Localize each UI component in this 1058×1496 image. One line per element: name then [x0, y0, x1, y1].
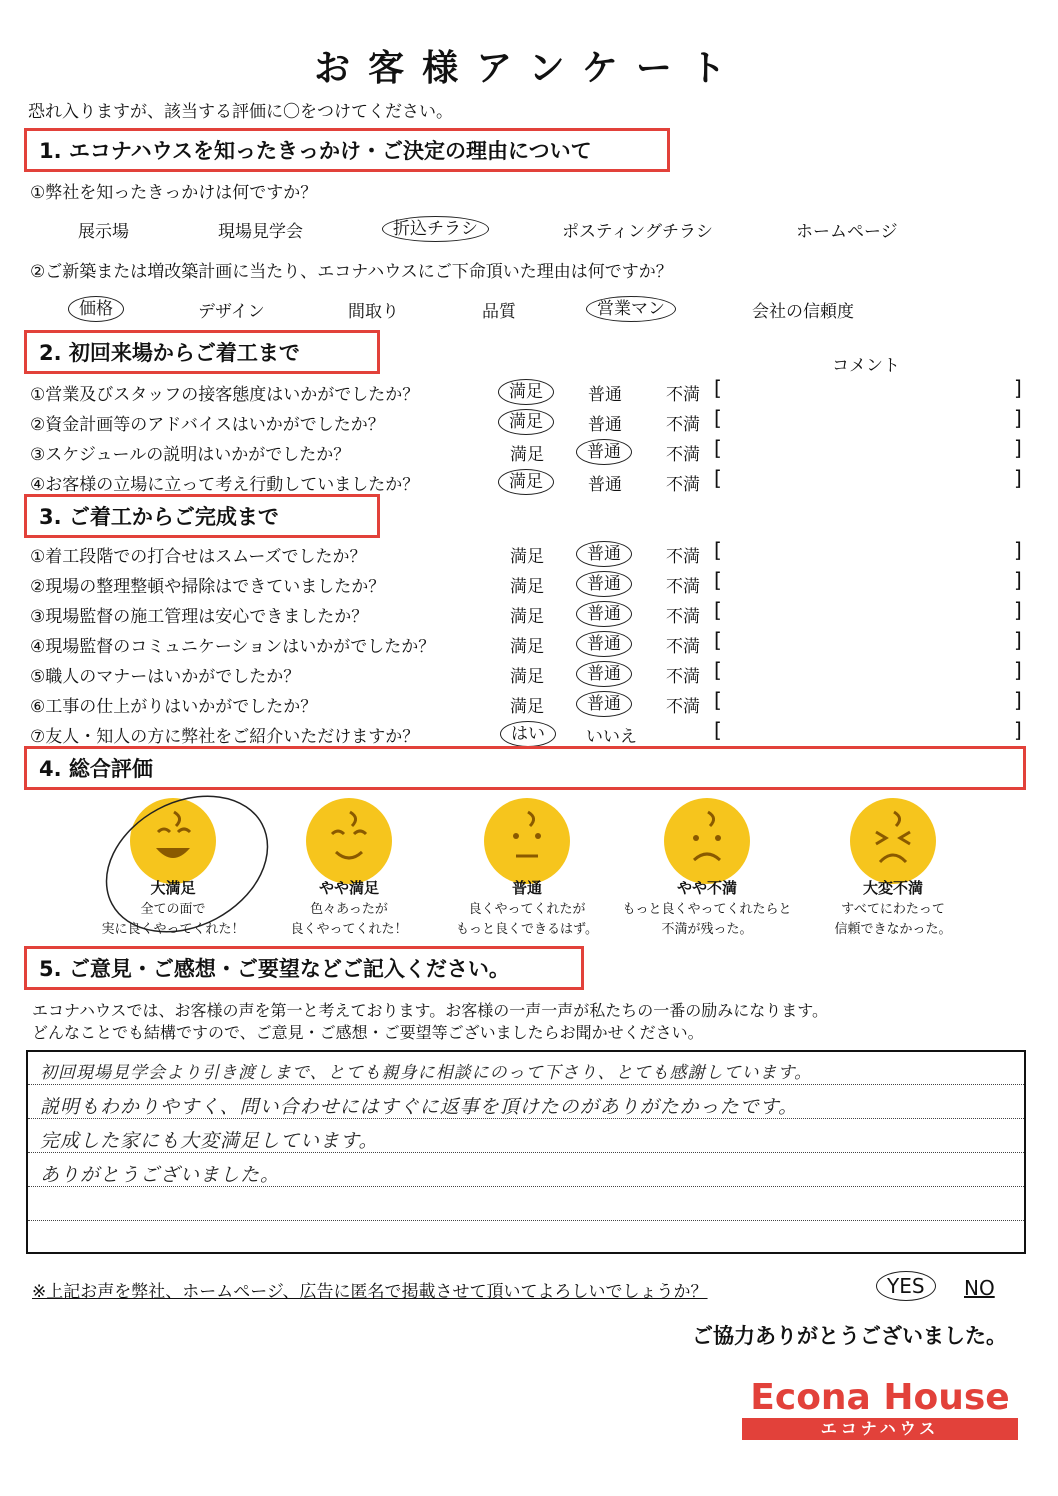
s1-question-1: ①弊社を知ったきっかけは何ですか？ — [30, 183, 318, 203]
s2-rating-normal[interactable]: 普通 — [588, 415, 622, 435]
s2-rating-bad[interactable]: 不満 — [666, 445, 700, 465]
s3-rating-bad[interactable]: 不満 — [666, 607, 700, 627]
s3-question: ③現場監督の施工管理は安心できましたか？ — [30, 607, 369, 627]
face-desc: 実に良くやってくれた！ — [101, 922, 245, 937]
face-label: やや不満 — [676, 879, 737, 897]
s3-rating-bad[interactable]: 不満 — [666, 547, 700, 567]
consent-question: ※上記お声を弊社、ホームページ、広告に匿名で掲載させて頂いてよろしいでしょうか？ — [32, 1282, 708, 1302]
face-label: 普通 — [511, 879, 542, 897]
comment-bracket-right: ] — [1014, 436, 1022, 460]
face-desc: 信頼できなかった。 — [834, 922, 952, 937]
face-very-dissatisfied-icon[interactable] — [850, 798, 936, 884]
comment-bracket-left: [ — [714, 598, 722, 622]
comment-bracket-left: [ — [714, 568, 722, 592]
comment-bracket-left: [ — [714, 376, 722, 400]
logo-ja: エコナハウス — [742, 1418, 1018, 1440]
s2-rating-good-selected[interactable]: 満足 — [498, 409, 554, 435]
comment-bracket-right: ] — [1014, 628, 1022, 652]
s5-lead-2: どんなことでも結構ですので、ご意見・ご感想・ご要望等ございましたらお聞かせください。 — [32, 1023, 704, 1042]
s2-rating-bad[interactable]: 不満 — [666, 415, 700, 435]
s3-rating-good[interactable]: 満足 — [510, 607, 544, 627]
comment-bracket-right: ] — [1014, 688, 1022, 712]
comment-bracket-right: ] — [1014, 538, 1022, 562]
s3-rating-good[interactable]: 満足 — [510, 547, 544, 567]
thanks-text: ご協力ありがとうございました。 — [692, 1324, 1007, 1348]
comment-bracket-right: ] — [1014, 598, 1022, 622]
face-dissatisfied-icon[interactable] — [664, 798, 750, 884]
s2-rating-bad[interactable]: 不満 — [666, 475, 700, 495]
face-satisfied-icon[interactable] — [306, 798, 392, 884]
consent-no[interactable]: NO — [964, 1276, 995, 1300]
comment-bracket-left: [ — [714, 538, 722, 562]
s3-question: ④現場監督のコミュニケーションはいかがでしたか？ — [30, 637, 436, 657]
page-title: お客様アンケート — [314, 48, 744, 89]
s3-rating-bad[interactable]: 不満 — [666, 577, 700, 597]
face-desc: もっと良くできるはず。 — [456, 922, 598, 937]
section-1-heading: 1. エコナハウスを知ったきっかけ・ご決定の理由について — [24, 128, 670, 172]
comment-bracket-right: ] — [1014, 466, 1022, 490]
s2-question: ③スケジュールの説明はいかがでしたか？ — [30, 445, 351, 465]
s3-rating-bad[interactable]: 不満 — [666, 667, 700, 687]
s2-question: ④お客様の立場に立って考え行動していましたか？ — [30, 475, 420, 495]
intro-text: 恐れ入りますが、該当する評価に〇をつけてください。 — [28, 102, 453, 122]
s3-rating-normal-selected[interactable]: 普通 — [576, 691, 632, 717]
s2-rating-normal[interactable]: 普通 — [588, 475, 622, 495]
s3-rating-good[interactable]: 満足 — [510, 697, 544, 717]
s3-rating-normal-selected[interactable]: 普通 — [576, 601, 632, 627]
s3-question: ⑥工事の仕上がりはいかがでしたか？ — [30, 697, 318, 717]
s1-q2-option[interactable]: 間取り — [348, 302, 399, 322]
s1-q1-option[interactable]: 展示場 — [78, 222, 129, 242]
handwritten-comment: 初回現場見学会より引き渡しまで、とても親身に相談にのって下さり、とても感謝しています。 — [40, 1063, 813, 1083]
s1-q2-option-selected[interactable]: 営業マン — [586, 296, 676, 322]
s1-q1-option[interactable]: 現場見学会 — [218, 222, 303, 242]
comment-bracket-left: [ — [714, 688, 722, 712]
s5-lead-1: エコナハウスでは、お客様の声を第一と考えております。お客様の一声一声が私たちの一番の励みになります。 — [32, 1001, 829, 1020]
comment-bracket-left: [ — [714, 658, 722, 682]
s3-rating-normal-selected[interactable]: 普通 — [576, 571, 632, 597]
face-desc: 不満が残った。 — [661, 922, 753, 937]
comment-bracket-right: ] — [1014, 718, 1022, 742]
s1-q1-option[interactable]: ポスティングチラシ — [562, 222, 713, 242]
s3-rating-normal-selected[interactable]: 普通 — [576, 661, 632, 687]
section-5-heading: 5. ご意見・ご感想・ご要望などご記入ください。 — [24, 946, 584, 990]
q7-no[interactable]: いいえ — [586, 727, 637, 747]
s2-question: ②資金計画等のアドバイスはいかがでしたか？ — [30, 415, 385, 435]
face-desc: すべてにわたって — [841, 902, 945, 917]
face-label: 大満足 — [150, 879, 196, 897]
comment-box[interactable] — [26, 1050, 1026, 1254]
logo-en: Econa House — [750, 1377, 1010, 1418]
s1-q2-option[interactable]: 品質 — [482, 302, 516, 322]
s1-q2-option[interactable]: デザイン — [198, 302, 265, 322]
comment-label: コメント — [832, 356, 900, 376]
s3-rating-good[interactable]: 満足 — [510, 667, 544, 687]
face-desc: 色々あったが — [310, 902, 388, 917]
s1-q2-option-selected[interactable]: 価格 — [68, 296, 124, 322]
face-desc: もっと良くやってくれたらと — [622, 902, 792, 917]
face-label: 大変不満 — [862, 879, 923, 897]
comment-bracket-left: [ — [714, 466, 722, 490]
handwritten-comment: ありがとうございました。 — [40, 1164, 281, 1186]
s2-rating-good-selected[interactable]: 満足 — [498, 469, 554, 495]
section-2-heading: 2. 初回来場からご着工まで — [24, 330, 380, 374]
comment-bracket-right: ] — [1014, 406, 1022, 430]
s3-question-7: ⑦友人・知人の方に弊社をご紹介いただけますか？ — [30, 727, 420, 747]
face-desc: 良くやってくれたが — [468, 902, 586, 917]
s3-rating-good[interactable]: 満足 — [510, 637, 544, 657]
s3-question: ②現場の整理整頓や掃除はできていましたか？ — [30, 577, 386, 597]
comment-bracket-right: ] — [1014, 568, 1022, 592]
comment-bracket-left: [ — [714, 718, 722, 742]
consent-yes-selected[interactable]: YES — [876, 1271, 936, 1301]
s2-rating-normal-selected[interactable]: 普通 — [576, 439, 632, 465]
s2-question: ①営業及びスタッフの接客態度はいかがでしたか？ — [30, 385, 420, 405]
section-3-heading: 3. ご着工からご完成まで — [24, 494, 380, 538]
s1-question-2: ②ご新築または増改築計画に当たり、エコナハウスにご下命頂いた理由は何ですか？ — [30, 262, 673, 282]
s3-question: ⑤職人のマナーはいかがでしたか？ — [30, 667, 301, 687]
section-4-heading: 4. 総合評価 — [24, 746, 1026, 790]
s1-q1-option-selected[interactable]: 折込チラシ — [382, 216, 489, 242]
face-label: やや満足 — [318, 879, 379, 897]
s3-rating-normal-selected[interactable]: 普通 — [576, 541, 632, 567]
s2-rating-bad[interactable]: 不満 — [666, 385, 700, 405]
s2-rating-good[interactable]: 満足 — [510, 445, 544, 465]
s3-rating-bad[interactable]: 不満 — [666, 637, 700, 657]
face-desc: 良くやってくれた！ — [290, 922, 408, 937]
comment-bracket-left: [ — [714, 436, 722, 460]
handwritten-comment: 完成した家にも大変満足しています。 — [40, 1130, 379, 1152]
comment-bracket-right: ] — [1014, 658, 1022, 682]
s1-q2-option[interactable]: 会社の信頼度 — [752, 302, 854, 322]
handwritten-comment: 説明もわかりやすく、問い合わせにはすぐに返事を頂けたのがありがたかったです。 — [40, 1096, 799, 1118]
s3-rating-normal-selected[interactable]: 普通 — [576, 631, 632, 657]
s3-rating-bad[interactable]: 不満 — [666, 697, 700, 717]
s2-rating-normal[interactable]: 普通 — [588, 385, 622, 405]
s1-q1-option[interactable]: ホームページ — [796, 222, 898, 242]
s2-rating-good-selected[interactable]: 満足 — [498, 379, 554, 405]
face-desc: 全ての面で — [140, 902, 206, 917]
face-neutral-icon[interactable] — [484, 798, 570, 884]
s3-rating-good[interactable]: 満足 — [510, 577, 544, 597]
comment-bracket-left: [ — [714, 628, 722, 652]
s3-question: ①着工段階での打合せはスムーズでしたか？ — [30, 547, 367, 567]
comment-bracket-right: ] — [1014, 376, 1022, 400]
econa-house-logo — [742, 1378, 1018, 1440]
comment-bracket-left: [ — [714, 406, 722, 430]
q7-yes-selected[interactable]: はい — [500, 721, 556, 747]
